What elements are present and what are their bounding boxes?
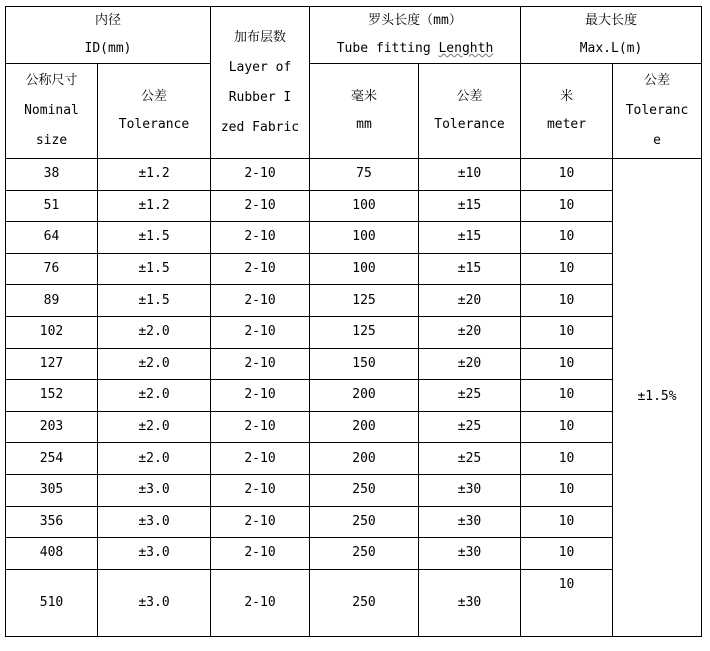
fitting-tolerance-cell: ±25 [419,380,521,412]
fitting-tolerance-cell: ±30 [419,569,521,636]
nominal-size-cell: 38 [6,159,98,191]
meter-cell: 10 [521,348,613,380]
meter-cell: 10 [521,222,613,254]
meter-cell: 10 [521,411,613,443]
fitting-tolerance-cell: ±30 [419,474,521,506]
meter-cell: 10 [521,159,613,191]
meter-cell: 10 [521,506,613,538]
id-tolerance-cell: ±1.2 [98,190,211,222]
header-nominal-cell [6,64,98,159]
fitting-mm-cell: 150 [310,348,419,380]
id-tolerance-cell: ±3.0 [98,474,211,506]
header-meter-zh: 米 [560,89,574,104]
meter-cell: 10 [521,190,613,222]
layers-cell: 2-10 [211,380,310,412]
id-tolerance-cell: ±1.5 [98,285,211,317]
nominal-size-cell: 89 [6,285,98,317]
layers-cell: 2-10 [211,506,310,538]
header-fit-tol-zh: 公差 [456,89,483,104]
table-row [6,411,702,443]
nominal-size-cell: 356 [6,506,98,538]
meter-cell: 10 [521,316,613,348]
table-row [6,348,702,380]
header-layers-en3: zed Fabric [220,119,300,135]
header-meter-cell [521,64,613,159]
nominal-size-cell: 64 [6,222,98,254]
id-tolerance-cell: ±2.0 [98,316,211,348]
fitting-mm-cell: 200 [310,380,419,412]
layers-cell: 2-10 [211,253,310,285]
fitting-mm-cell: 125 [310,316,419,348]
fitting-tolerance-cell: ±20 [419,348,521,380]
header-max-tol-en1: Toleranc [625,103,689,118]
layers-cell: 2-10 [211,538,310,570]
id-tolerance-cell: ±3.0 [98,569,211,636]
id-tolerance-cell: ±2.0 [98,443,211,475]
layers-cell: 2-10 [211,285,310,317]
id-tolerance-cell: ±2.0 [98,380,211,412]
fitting-mm-cell: 250 [310,474,419,506]
header-layers-en2: Rubber I [228,89,292,105]
nominal-size-cell: 127 [6,348,98,380]
layers-cell: 2-10 [211,474,310,506]
fitting-tolerance-cell: ±10 [419,159,521,191]
fitting-tolerance-cell: ±20 [419,316,521,348]
header-fitting-cell [310,7,521,64]
nominal-size-cell: 408 [6,538,98,570]
header-layers-en1: Layer of [228,59,292,75]
id-tolerance-cell: ±3.0 [98,538,211,570]
header-id-cell [6,7,211,64]
layers-cell: 2-10 [211,222,310,254]
table-row [6,285,702,317]
id-tolerance-cell: ±2.0 [98,348,211,380]
layers-cell: 2-10 [211,411,310,443]
header-row-sub [6,64,702,159]
fitting-tolerance-cell: ±30 [419,538,521,570]
fitting-mm-cell: 200 [310,411,419,443]
fitting-tolerance-cell: ±15 [419,190,521,222]
fitting-tolerance-cell: ±25 [419,443,521,475]
id-tolerance-cell: ±1.5 [98,253,211,285]
header-fit-mm-en: mm [356,117,372,132]
fitting-tolerance-cell: ±20 [419,285,521,317]
header-layers-cell [211,7,310,159]
header-fit-tol-en: Tolerance [434,117,505,132]
header-fitting-en-pre: Tube fitting [336,41,439,56]
header-id-en: ID(mm) [84,41,132,56]
meter-cell: 10 [521,285,613,317]
meter-cell: 10 [521,474,613,506]
nominal-size-cell: 305 [6,474,98,506]
header-fit-mm-cell [310,64,419,159]
fitting-mm-cell: 250 [310,569,419,636]
header-nominal-en1: Nominal [24,103,79,118]
header-fit-mm-zh: 毫米 [350,89,377,104]
fitting-tolerance-cell: ±15 [419,253,521,285]
header-max-tol-en2: e [653,133,661,148]
fitting-mm-cell: 100 [310,222,419,254]
header-max-tol-zh: 公差 [644,73,671,88]
layers-cell: 2-10 [211,569,310,636]
fitting-tolerance-cell: ±30 [419,506,521,538]
layers-cell: 2-10 [211,348,310,380]
header-nominal-en2: size [35,133,68,148]
table-row [6,538,702,570]
header-maxlen-zh: 最大长度 [585,13,638,28]
layers-cell: 2-10 [211,443,310,475]
layers-cell: 2-10 [211,190,310,222]
id-tolerance-cell: ±1.2 [98,159,211,191]
layers-cell: 2-10 [211,159,310,191]
max-tolerance-cell: ±1.5% [613,159,702,637]
header-nominal-zh: 公称尺寸 [25,73,78,88]
header-layers-zh: 加布层数 [233,29,286,45]
nominal-size-cell: 254 [6,443,98,475]
meter-cell: 10 [521,253,613,285]
nominal-size-cell: 152 [6,380,98,412]
layers-cell: 2-10 [211,316,310,348]
table-row [6,159,702,191]
table-row [6,316,702,348]
id-tolerance-cell: ±2.0 [98,411,211,443]
fitting-mm-cell: 100 [310,190,419,222]
header-max-tol-cell [613,64,702,159]
fitting-mm-cell: 125 [310,285,419,317]
fitting-mm-cell: 75 [310,159,419,191]
meter-cell: 10 [521,569,613,636]
meter-cell: 10 [521,538,613,570]
table-row [6,190,702,222]
fitting-mm-cell: 100 [310,253,419,285]
id-tolerance-cell: ±3.0 [98,506,211,538]
table-row [6,569,702,636]
header-maxlen-en: Max.L(m) [579,41,643,56]
spec-table [5,6,702,637]
nominal-size-cell: 203 [6,411,98,443]
table-row [6,380,702,412]
header-maxlen-cell [521,7,702,64]
nominal-size-cell: 76 [6,253,98,285]
id-tolerance-cell: ±1.5 [98,222,211,254]
table-row [6,474,702,506]
table-row [6,253,702,285]
header-fitting-en [310,35,520,63]
header-fit-tol-cell [419,64,521,159]
header-fitting-zh: 罗头长度（mm） [368,13,462,28]
table-row [6,506,702,538]
fitting-mm-cell: 250 [310,538,419,570]
header-id-tol-cell [98,64,211,159]
nominal-size-cell: 102 [6,316,98,348]
header-id-tol-zh: 公差 [140,89,167,104]
fitting-mm-cell: 250 [310,506,419,538]
header-id-tol-en: Tolerance [118,117,190,132]
nominal-size-cell: 510 [6,569,98,636]
fitting-tolerance-cell: ±25 [419,411,521,443]
header-row-top [6,7,702,64]
table-row [6,443,702,475]
header-fitting-en-wavy: Lenghth [438,41,494,56]
nominal-size-cell: 51 [6,190,98,222]
fitting-tolerance-cell: ±15 [419,222,521,254]
fitting-mm-cell: 200 [310,443,419,475]
header-meter-en: meter [546,117,587,132]
meter-cell: 10 [521,443,613,475]
header-id-zh: 内径 [94,13,121,28]
meter-cell: 10 [521,380,613,412]
table-row [6,222,702,254]
